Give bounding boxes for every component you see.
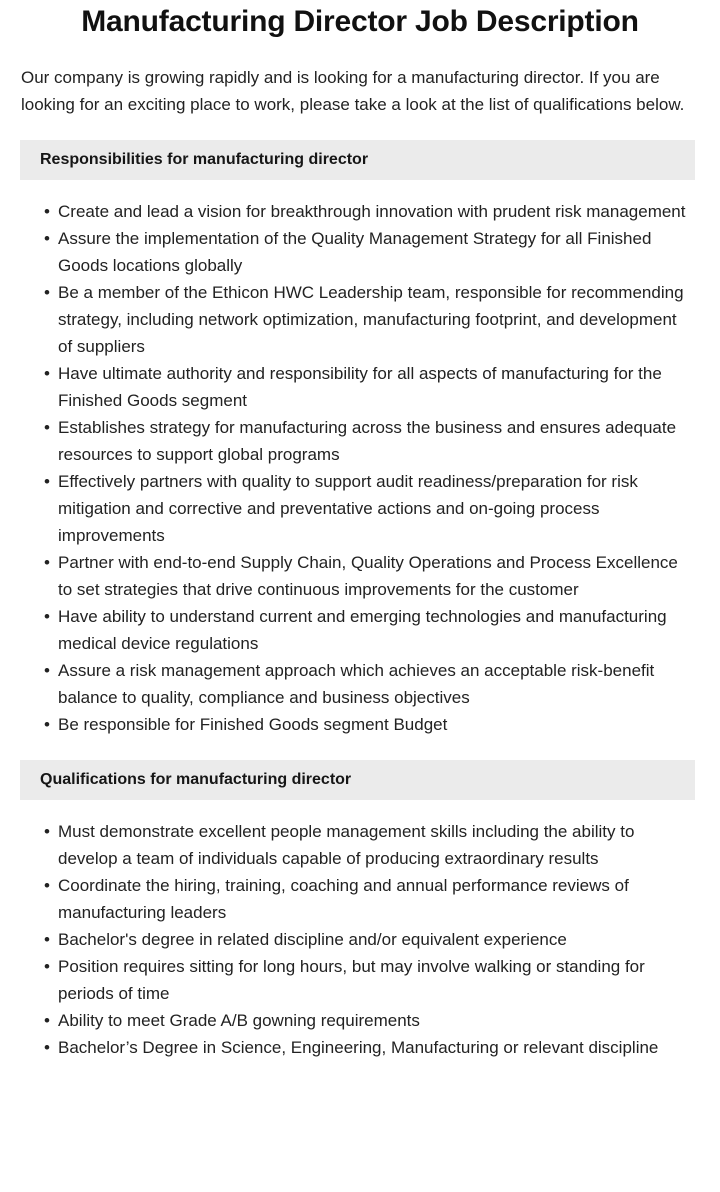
list-item: • Have ability to understand current and emerging technologies and manufacturing medical device regulations xyxy=(44,603,695,657)
responsibilities-list xyxy=(0,180,720,738)
section-header-responsibilities xyxy=(20,140,695,180)
list-item: • Assure the implementation of the Quality Management Strategy for all Finished Goods locations globally xyxy=(44,225,695,279)
section-header-qualifications xyxy=(20,760,695,800)
list-item: • Establishes strategy for manufacturing across the business and ensures adequate resources to support global programs xyxy=(44,414,695,468)
list-item: • Be a member of the Ethicon HWC Leadership team, responsible for recommending strategy, including network optimization, manufacturing footprint, and development of suppliers xyxy=(44,279,695,360)
list-item: • Must demonstrate excellent people management skills including the ability to develop a team of individuals capable of producing extraordinary results xyxy=(44,818,695,872)
qualifications-list xyxy=(0,800,720,1095)
list-item: • Ability to meet Grade A/B gowning requirements xyxy=(44,1007,695,1034)
list-item: • Effectively partners with quality to support audit readiness/preparation for risk mitigation and corrective and preventative actions and on-going process improvements xyxy=(44,468,695,549)
list-item: • Bachelor's degree in related discipline and/or equivalent experience xyxy=(44,926,695,953)
list-item: • Position requires sitting for long hours, but may involve walking or standing for periods of time xyxy=(44,953,695,1007)
section-heading-label: Responsibilities for manufacturing director xyxy=(40,151,369,168)
list-item: • Bachelor’s Degree in Science, Engineering, Manufacturing or relevant discipline xyxy=(44,1034,695,1061)
list-item: • Partner with end-to-end Supply Chain, Quality Operations and Process Excellence to set strategies that drive continuous improvements for the customer xyxy=(44,549,695,603)
list-item: • Create and lead a vision for breakthrough innovation with prudent risk management xyxy=(44,198,695,225)
section-heading-label: Qualifications for manufacturing director xyxy=(40,771,352,788)
page-title: Manufacturing Director Job Description xyxy=(81,5,639,38)
list-item: • Assure a risk management approach which achieves an acceptable risk-benefit balance to quality, compliance and business objectives xyxy=(44,657,695,711)
list-item: • Coordinate the hiring, training, coaching and annual performance reviews of manufacturing leaders xyxy=(44,872,695,926)
intro-paragraph: Our company is growing rapidly and is looking for a manufacturing director. If you are looking for an exciting place to work, please take a look at the list of qualifications below. xyxy=(21,68,685,114)
list-item: • Have ultimate authority and responsibility for all aspects of manufacturing for the Finished Goods segment xyxy=(44,360,695,414)
list-item: • Be responsible for Finished Goods segment Budget xyxy=(44,711,695,738)
